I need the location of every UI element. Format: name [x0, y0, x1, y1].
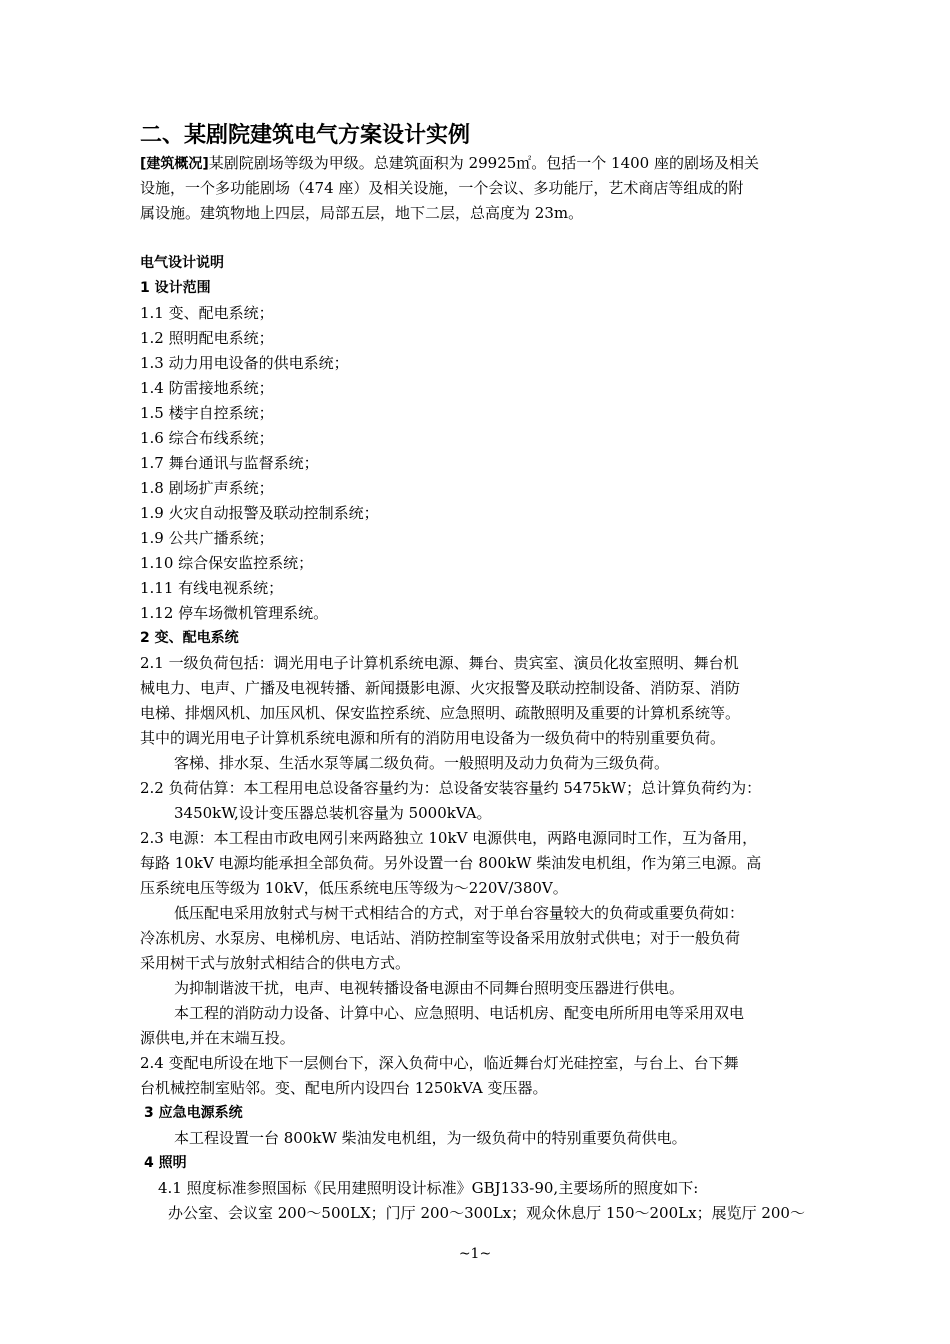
overview-text: 某剧院剧场等级为甲级。总建筑面积为 29925㎡。包括一个 1400 座的剧场及相关 [208, 154, 759, 172]
document-body [140, 121, 820, 1226]
s21-tail: 客梯、排水泵、生活水泵等属二级负荷。一般照明及动力负荷为三级负荷。 [174, 754, 670, 772]
scope-item: 1.1 变、配电系统； [140, 304, 274, 322]
page-title: 二、某剧院建筑电气方案设计实例 [140, 123, 471, 148]
scope-item: 1.9 火灾自动报警及联动控制系统； [140, 504, 379, 522]
overview-label: [建筑概况] [140, 156, 209, 172]
dual-supply-line: 源供电,并在末端互投。 [140, 1029, 295, 1047]
section-3-heading: 3 应急电源系统 [144, 1105, 243, 1121]
harmonic-line: 为抑制谐波干扰，电声、电视转播设备电源由不同舞台照明变压器进行供电。 [174, 979, 685, 997]
low-voltage-line: 低压配电采用放射式与树干式相结合的方式，对于单台容量较大的负荷或重要负荷如： [174, 904, 745, 922]
s24-line: 台机械控制室贴邻。变、配电所内设四台 1250kVA 变压器。 [140, 1079, 548, 1097]
scope-item: 1.10 综合保安监控系统； [140, 554, 314, 572]
s23-line: 2.3 电源：本工程由市政电网引来两路独立 10kV 电源供电，两路电源同时工作，互为备用， [140, 829, 758, 847]
scope-item: 1.4 防雷接地系统； [140, 379, 274, 397]
scope-item: 1.8 剧场扩声系统； [140, 479, 274, 497]
s21-line: 其中的调光用电子计算机系统电源和所有的消防用电设备为一级负荷中的特别重要负荷。 [140, 729, 726, 747]
scope-item: 1.2 照明配电系统； [140, 329, 274, 347]
s41-detail: 办公室、会议室 200～500LX；门厅 200～300Lx；观众休息厅 150～200Lx；展览厅 200～ [168, 1204, 805, 1222]
scope-item: 1.7 舞台通讯与监督系统； [140, 454, 319, 472]
scope-item: 1.6 综合布线系统； [140, 429, 274, 447]
elec-heading: 电气设计说明 [140, 255, 224, 271]
overview-line-2: 设施，一个多功能剧场（474 座）及相关设施，一个会议、多功能厅，艺术商店等组成的附 [140, 179, 744, 197]
section-3-text: 本工程设置一台 800kW 柴油发电机组，为一级负荷中的特别重要负荷供电。 [174, 1129, 687, 1147]
spacer [140, 226, 820, 251]
low-voltage-line: 冷冻机房、水泵房、电梯机房、电话站、消防控制室等设备采用放射式供电；对于一般负荷 [140, 929, 741, 947]
low-voltage-line: 采用树干式与放射式相结合的供电方式。 [140, 954, 411, 972]
s21-line: 械电力、电声、广播及电视转播、新闻摄影电源、火灾报警及联动控制设备、消防泵、消防 [140, 679, 741, 697]
scope-item: 1.5 楼宇自控系统； [140, 404, 274, 422]
page-number: ~1~ [458, 1246, 492, 1262]
s22-line: 2.2 负荷估算：本工程用电总设备容量约为：总设备安装容量约 5475kW；总计算负荷约为： [140, 779, 762, 797]
section-2-heading: 2 变、配电系统 [140, 630, 239, 646]
scope-item: 1.3 动力用电设备的供电系统； [140, 354, 349, 372]
scope-item: 1.12 停车场微机管理系统。 [140, 604, 329, 622]
s21-line: 电梯、排烟风机、加压风机、保安监控系统、应急照明、疏散照明及重要的计算机系统等。 [140, 704, 741, 722]
s23-line: 压系统电压等级为 10kV，低压系统电压等级为～220V/380V。 [140, 879, 568, 897]
s23-line: 每路 10kV 电源均能承担全部负荷。另外设置一台 800kW 柴油发电机组，作为第三电源。高 [140, 854, 762, 872]
s22-line: 3450kW,设计变压器总装机容量为 5000kVA。 [174, 804, 492, 822]
scope-item: 1.9 公共广播系统； [140, 529, 274, 547]
s24-line: 2.4 变配电所设在地下一层侧台下，深入负荷中心，临近舞台灯光硅控室，与台上、台下舞 [140, 1054, 739, 1072]
s41-line: 4.1 照度标准参照国标《民用建照明设计标准》GBJ133-90,主要场所的照度如下: [158, 1179, 699, 1197]
scope-item: 1.11 有线电视系统； [140, 579, 284, 597]
s21-line: 2.1 一级负荷包括：调光用电子计算机系统电源、舞台、贵宾室、演员化妆室照明、舞台机 [140, 654, 739, 672]
overview-line-1 [140, 151, 820, 176]
dual-supply-line: 本工程的消防动力设备、计算中心、应急照明、电话机房、配变电所所用电等采用双电 [174, 1004, 745, 1022]
scope-heading: 1 设计范围 [140, 280, 211, 296]
section-4-heading: 4 照明 [144, 1155, 187, 1171]
overview-line-3: 属设施。建筑物地上四层，局部五层，地下二层，总高度为 23m。 [140, 204, 584, 222]
